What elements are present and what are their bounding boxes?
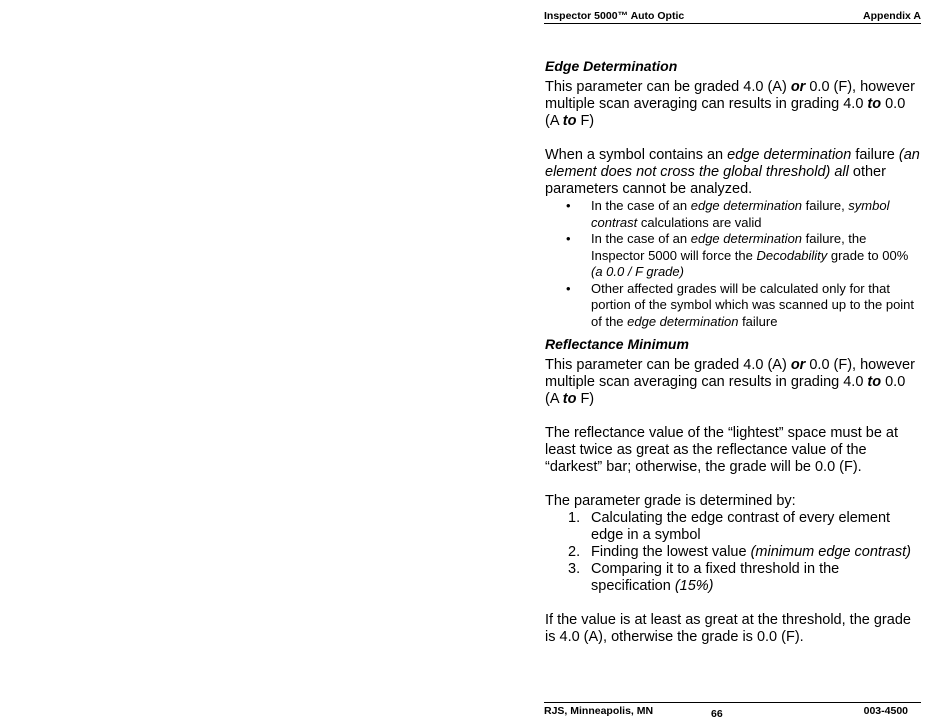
- section-title-edge-determination: Edge Determination: [545, 58, 678, 74]
- text-run: failure: [738, 313, 778, 329]
- emphasis-to: to: [562, 391, 577, 407]
- text-run: 0.0 (A: [545, 374, 906, 407]
- text-run: calculations are valid: [637, 214, 762, 230]
- text-run: F): [576, 391, 595, 407]
- grade-result-paragraph: If the value is at least as great at the threshold, the grade is 4.0 (A), otherwise the grade is 0.0 (F).: [545, 612, 911, 645]
- footer-author: RJS, Minneapolis, MN: [544, 705, 654, 717]
- text-run: other parameters cannot be analyzed.: [545, 164, 886, 197]
- emphasis-term: edge determination: [627, 313, 739, 329]
- text-run: 0.0 (A: [545, 96, 906, 129]
- text-run: This parameter can be graded 4.0 (A): [545, 79, 791, 95]
- emphasis-term: Decodability: [756, 247, 828, 263]
- text-run: Calculating the edge contrast of every element edge in a symbol: [591, 510, 891, 543]
- page-header: [544, 9, 921, 24]
- list-item: [545, 198, 920, 231]
- list-item: [545, 544, 920, 561]
- text-run: In the case of an: [591, 198, 691, 213]
- text-run: When a symbol contains an: [545, 147, 728, 163]
- emphasis-term: (minimum edge contrast): [750, 544, 911, 560]
- list-item: [545, 231, 920, 281]
- emphasis-term: (a 0.0 / F grade): [591, 264, 684, 279]
- text-run: F): [576, 113, 595, 129]
- emphasis-term: edge determination: [727, 147, 852, 163]
- emphasis-term: edge determination: [690, 198, 803, 213]
- emphasis-term: (15%): [674, 578, 714, 594]
- step-number: 3.: [568, 561, 581, 577]
- reflectance-grading-paragraph: [545, 357, 920, 408]
- bullet-icon: •: [566, 198, 571, 213]
- text-run: grade to 00%: [827, 247, 909, 263]
- list-item: [545, 561, 920, 595]
- emphasis-or: or: [790, 357, 806, 373]
- text-run: In the case of an: [591, 231, 691, 246]
- text-run: Comparing it to a fixed threshold in the specification: [591, 561, 840, 594]
- edge-failure-paragraph: [545, 147, 920, 198]
- emphasis-to: to: [867, 374, 882, 390]
- reflectance-rule-paragraph: The reflectance value of the “lightest” space must be at least twice as great as the reflectance value of the “darkest” bar; otherwise, the grade will be 0.0 (F).: [545, 425, 899, 475]
- bullet-icon: •: [566, 280, 571, 296]
- text-run: failure: [851, 147, 899, 163]
- page-number: 66: [711, 708, 723, 720]
- text-run: This parameter can be graded 4.0 (A): [545, 357, 791, 373]
- page-footer: [544, 702, 921, 719]
- page-content: [545, 58, 920, 646]
- bullet-icon: •: [566, 231, 571, 246]
- header-title: Inspector 5000™ Auto Optic: [544, 10, 685, 22]
- list-item: [545, 281, 920, 331]
- step-number: 1.: [568, 510, 581, 526]
- emphasis-to: to: [562, 113, 577, 129]
- header-appendix: Appendix A: [863, 10, 921, 22]
- text-run: failure, the Inspector 5000 will force the: [591, 231, 867, 263]
- list-item: [545, 510, 920, 544]
- emphasis-term: symbol contrast: [591, 198, 890, 230]
- text-run: 0.0 (F), however multiple scan averaging can results in grading 4.0: [545, 79, 915, 112]
- text-run: Other affected grades will be calculated only for that portion of the symbol which was scanned up to the point of the: [591, 280, 915, 329]
- edge-bullet-list: [545, 198, 920, 330]
- edge-grading-paragraph: [545, 79, 920, 130]
- section-title-reflectance-minimum: Reflectance Minimum: [545, 336, 689, 352]
- grade-determination-intro: The parameter grade is determined by:: [545, 493, 796, 509]
- text-run: failure,: [802, 198, 849, 213]
- emphasis-term: edge determination: [690, 231, 803, 246]
- text-run: 0.0 (F), however multiple scan averaging can results in grading 4.0: [545, 357, 915, 390]
- document-number: 003-4500: [863, 705, 908, 717]
- emphasis-term: (an element does not cross the global threshold) all: [545, 147, 920, 180]
- emphasis-or: or: [790, 79, 806, 95]
- text-run: Finding the lowest value: [591, 544, 751, 560]
- grade-steps-list: [545, 510, 920, 595]
- step-number: 2.: [568, 544, 581, 560]
- emphasis-to: to: [867, 96, 882, 112]
